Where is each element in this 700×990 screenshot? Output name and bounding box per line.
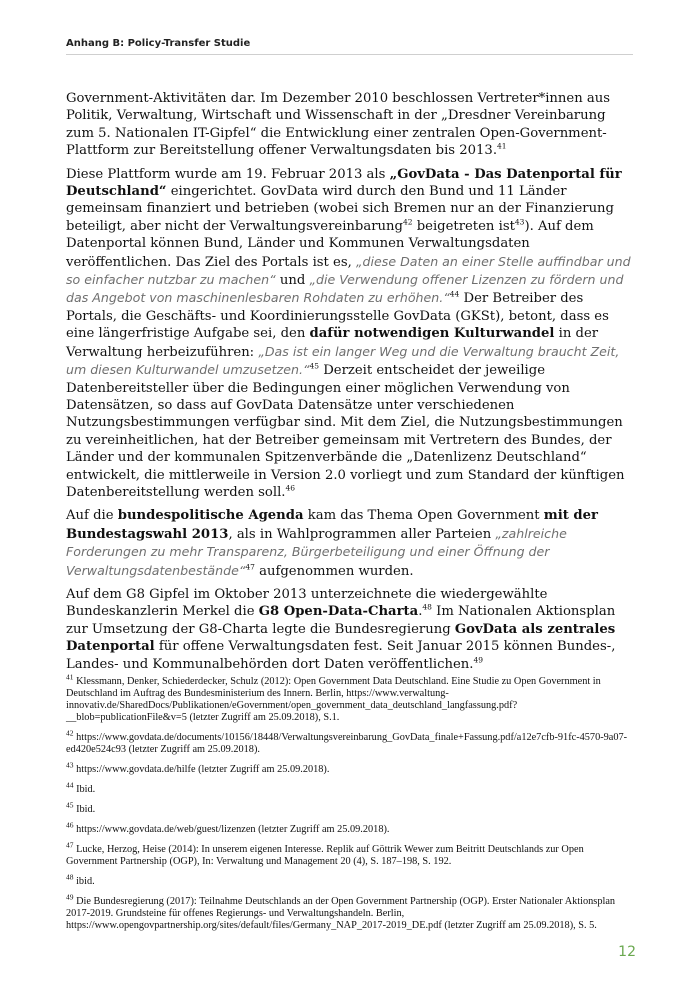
footnote-number: 43 — [66, 760, 74, 770]
text: und — [275, 273, 310, 289]
footnote-text[interactable]: https://www.govdata.de/web/guest/lizenzen (letzter Zugriff am 25.09.2018). — [73, 824, 390, 835]
text: . — [418, 604, 423, 620]
footnote-41 — [66, 672, 636, 724]
footnote-ref[interactable]: 42 — [402, 217, 413, 227]
paragraph-4 — [66, 586, 636, 673]
footnote-44 — [66, 780, 636, 796]
text: aufgenommen wurden. — [254, 563, 414, 579]
footnote-48 — [66, 872, 636, 888]
text: Derzeit entscheidet der jeweilige Datenbereitsteller über die Bedingungen einer möglichen Verwendung von Datensätzen, so dass auf GovData Datensätze unter verschiedenen Nutzungsbestimmungen verfügbar sind. Mit dem Ziel, die Nutzungsbestimmungen zu vereinheitlichen, hat der Betreiber gemeinsam mit Vertretern des Bundes, der Länder und der kommunalen Spitzenverbände die „Datenlizenz Deutschland“ entwickelt, die mittlerweile in Version 2.0 vorliegt und zum Standard der künftigen Datenbereitstellung werden soll. — [66, 363, 625, 500]
footnote-ref[interactable]: 46 — [285, 483, 296, 493]
footnote-number: 42 — [66, 728, 74, 738]
footnote-text: Lucke, Herzog, Heise (2014): In unserem eigenen Interesse. Replik auf Göttrik Wewer zum Beitritt Deutschlands zur Open Government Partnership (OGP), In: Verwaltung und Management 20 (4), S. 187–198, S. 192. — [66, 844, 584, 867]
footnote-number: 47 — [66, 840, 74, 850]
text: ). Auf dem Datenportal können Bund, Länder und Kommunen Verwaltungsdaten veröffentlichen. Das Ziel des Portals ist es, — [66, 218, 594, 270]
text: eingerichtet. GovData wird durch den Bund und 11 Länder gemeinsam finanziert und betrieben (wobei sich Bremen nur an der Finanzierung beteiligt, aber nicht der Verwaltungsvereinbarung — [66, 184, 614, 234]
footnote-text: Ibid. — [73, 804, 96, 815]
footnote-text[interactable]: https://www.govdata.de/hilfe (letzter Zugriff am 25.09.2018). — [73, 764, 330, 775]
footnote-47 — [66, 840, 636, 868]
quote: „diese Daten an einer Stelle auffindbar und so einfacher nutzbar zu machen“ — [66, 253, 631, 288]
text: Diese Plattform wurde am 19. Februar 2013 als — [66, 166, 390, 182]
bold-text: bundespolitische Agenda — [117, 508, 304, 524]
footnote-ref[interactable]: 47 — [245, 562, 255, 572]
bold-text: dafür notwendigen Kulturwandel — [309, 326, 555, 342]
text: Government-Aktivitäten dar. Im Dezember 2010 beschlossen Vertreter*innen aus Politik, Verwaltung, Wirtschaft und Wissenschaft in der „Dresdner Vereinbarung zum 5. Nationalen IT-Gipfel“ die Entwicklung einer zentralen Open-Government-Plattform zur Bereitstellung offener Verwaltungsdaten bis 2013. — [66, 91, 611, 159]
text: in der Verwaltung herbeizuführen: — [66, 326, 599, 360]
text: Auf dem G8 Gipfel im Oktober 2013 unterzeichnete die wiedergewählte Bundeskanzlerin Merkel die — [66, 586, 548, 620]
footnote-number: 48 — [66, 872, 74, 882]
text: , als in Wahlprogrammen aller Parteien — [228, 526, 496, 542]
footnote-number: 46 — [66, 820, 74, 830]
footnote-text: Ibid. — [73, 784, 96, 795]
text: Im Nationalen Aktionsplan zur Umsetzung der G8-Charta legte die Bundesregierung — [66, 604, 616, 637]
bold-text: GovData als zentrales Datenportal — [66, 621, 616, 655]
footnote-number: 49 — [66, 892, 74, 902]
footnote-49 — [66, 892, 636, 932]
footnote-text[interactable]: https://www.govdata.de/documents/10156/18448/Verwaltungsvereinbarung_GovData_finale+Fassung.pdf/a12e7cfb-91fc-4570-9a07-ed420e524c93 (letzter Zugriff am 25.09.2018). — [66, 732, 628, 755]
bold-text: G8 Open-Data-Charta — [258, 604, 419, 620]
page-number: 12 — [618, 944, 636, 960]
text: für offene Verwaltungsdaten fest. Seit Januar 2015 können Bundes-, Landes- und Kommunalbehörden dort Daten veröffentlichen. — [66, 639, 616, 672]
body-text — [66, 90, 636, 679]
footnote-number: 45 — [66, 800, 74, 810]
footnote-number: 41 — [66, 672, 74, 682]
footnote-ref[interactable]: 49 — [473, 655, 484, 665]
paragraph-2 — [66, 166, 636, 502]
footnote-46 — [66, 820, 636, 836]
footnote-ref[interactable]: 48 — [422, 602, 432, 612]
text: Auf die — [66, 508, 118, 524]
footnote-45 — [66, 800, 636, 816]
bold-text: mit der Bundestagswahl 2013 — [66, 508, 598, 542]
footnote-number: 44 — [66, 780, 74, 790]
footnote-42 — [66, 728, 636, 756]
text: beigetreten ist — [412, 218, 515, 234]
paragraph-3 — [66, 507, 636, 580]
text: kam das Thema Open Government — [303, 508, 544, 524]
footnote-43 — [66, 760, 636, 776]
footnote-text[interactable]: Klessmann, Denker, Schiederdecker, Schulz (2012): Open Government Data Deutschland. Eine Studie zu Open Government in Deutschland im Auftrag des Bundesministerium des Innern. Berlin, https://www.verwaltung-innovativ.de/SharedDocs/Publikationen/eGovernment/open_government_data_deutschland_langfassung.pdf?__blob=publicationFile&v=5 (letzter Zugriff am 25.09.2018), S.1. — [66, 676, 601, 723]
quote: „die Verwendung offener Lizenzen zu fördern und das Angebot von maschinenlesbaren Rohdaten zu erhöhen.“ — [66, 272, 624, 306]
footnote-ref[interactable]: 43 — [514, 217, 525, 227]
footnote-ref[interactable]: 41 — [497, 141, 507, 151]
quote: „zahlreiche Forderungen zu mehr Transparenz, Bürgerbeteiligung und einer Öffnung der Verwaltungsdatenbestände“ — [66, 525, 567, 578]
footnote-text[interactable]: Die Bundesregierung (2017): Teilnahme Deutschlands an der Open Government Partnership (OGP). Erster Nationaler Aktionsplan 2017-2019. Grundsteine für offenes Regierungs- und Verwaltungshandeln. Berlin, https://www.opengovpartnership.org/sites/default/files/Germany_NAP_2017-2019_DE.pdf (letzter Zugriff am 25.09.2018), S. 5. — [66, 896, 616, 931]
footnotes — [66, 672, 636, 940]
footnote-ref[interactable]: 44 — [449, 290, 460, 300]
paragraph-1 — [66, 90, 636, 160]
text: Der Betreiber des Portals, die Geschäfts- und Koordinierungsstelle GovData (GKSt), betont, dass es eine längerfristige Aufgabe sei, den — [66, 291, 609, 342]
footnote-text: ibid. — [73, 876, 95, 887]
bold-text: „GovData - Das Datenportal für Deutschland“ — [66, 166, 622, 200]
footnote-ref[interactable]: 45 — [309, 361, 320, 371]
running-header: Anhang B: Policy-Transfer Studie — [66, 38, 633, 55]
quote: „Das ist ein langer Weg und die Verwaltung braucht Zeit, um diesen Kulturwandel umzusetzen.“ — [66, 343, 620, 378]
